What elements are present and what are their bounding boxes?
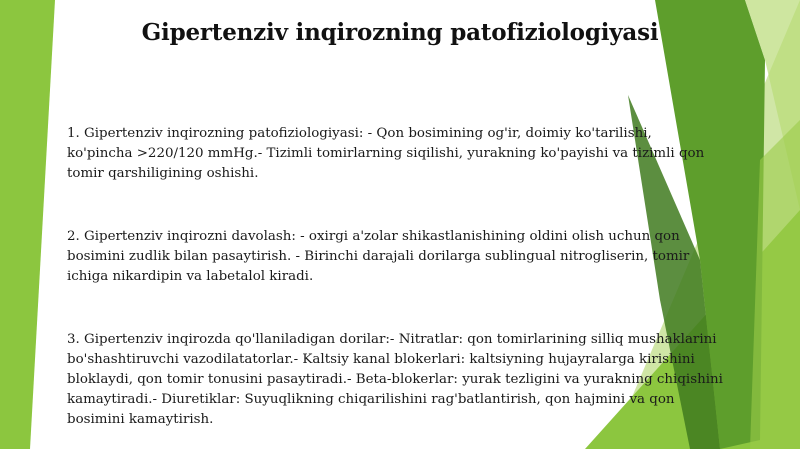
paragraph-line: kamaytiradi.- Diuretiklar: Suyuqlikning chiqarilishini rag'batlantirish, qon hajmini va qon: [67, 392, 675, 407]
slide-title: Gipertenziv inqirozning patofiziologiyasi: [141, 19, 659, 46]
left-green-bar: [0, 0, 55, 449]
paragraph-line: ko'pincha >220/120 mmHg.- Tizimli tomirlarning siqilishi, yurakning ko'payishi va tizimli qon: [67, 146, 705, 161]
paragraph-line: tomir qarshiligining oshishi.: [67, 166, 259, 181]
paragraph-line: 1. Gipertenziv inqirozning patofiziologiyasi: - Qon bosimining og'ir, doimiy ko'tarilishi,: [67, 126, 652, 141]
paragraph-line: bloklaydi, qon tomir tonusini pasaytiradi.- Beta-blokerlar: yurak tezligini va yurakning chiqishini: [67, 372, 723, 387]
paragraph-pathophysiology: [67, 124, 704, 184]
paragraph-line: bo'shashtiruvchi vazodilatatorlar.- Kaltsiy kanal blokerlari: kaltsiyning hujayralarga kirishini: [67, 352, 695, 367]
paragraph-line: bosimini kamaytirish.: [67, 412, 214, 427]
paragraph-treatment: [67, 227, 689, 287]
paragraph-line: 3. Gipertenziv inqirozda qo'llaniladigan dorilar:- Nitratlar: qon tomirlarining silliq mushaklarini: [67, 332, 717, 347]
paragraph-line: 2. Gipertenziv inqirozni davolash: - oxirgi a'zolar shikastlanishining oldini olish uchun qon: [67, 229, 680, 244]
paragraph-line: ichiga nikardipin va labetalol kiradi.: [67, 269, 314, 284]
paragraph-line: bosimini zudlik bilan pasaytirish. - Birinchi darajali dorilarga sublingual nitrogliserin, tomir: [67, 249, 690, 264]
paragraph-medications: [67, 330, 723, 430]
